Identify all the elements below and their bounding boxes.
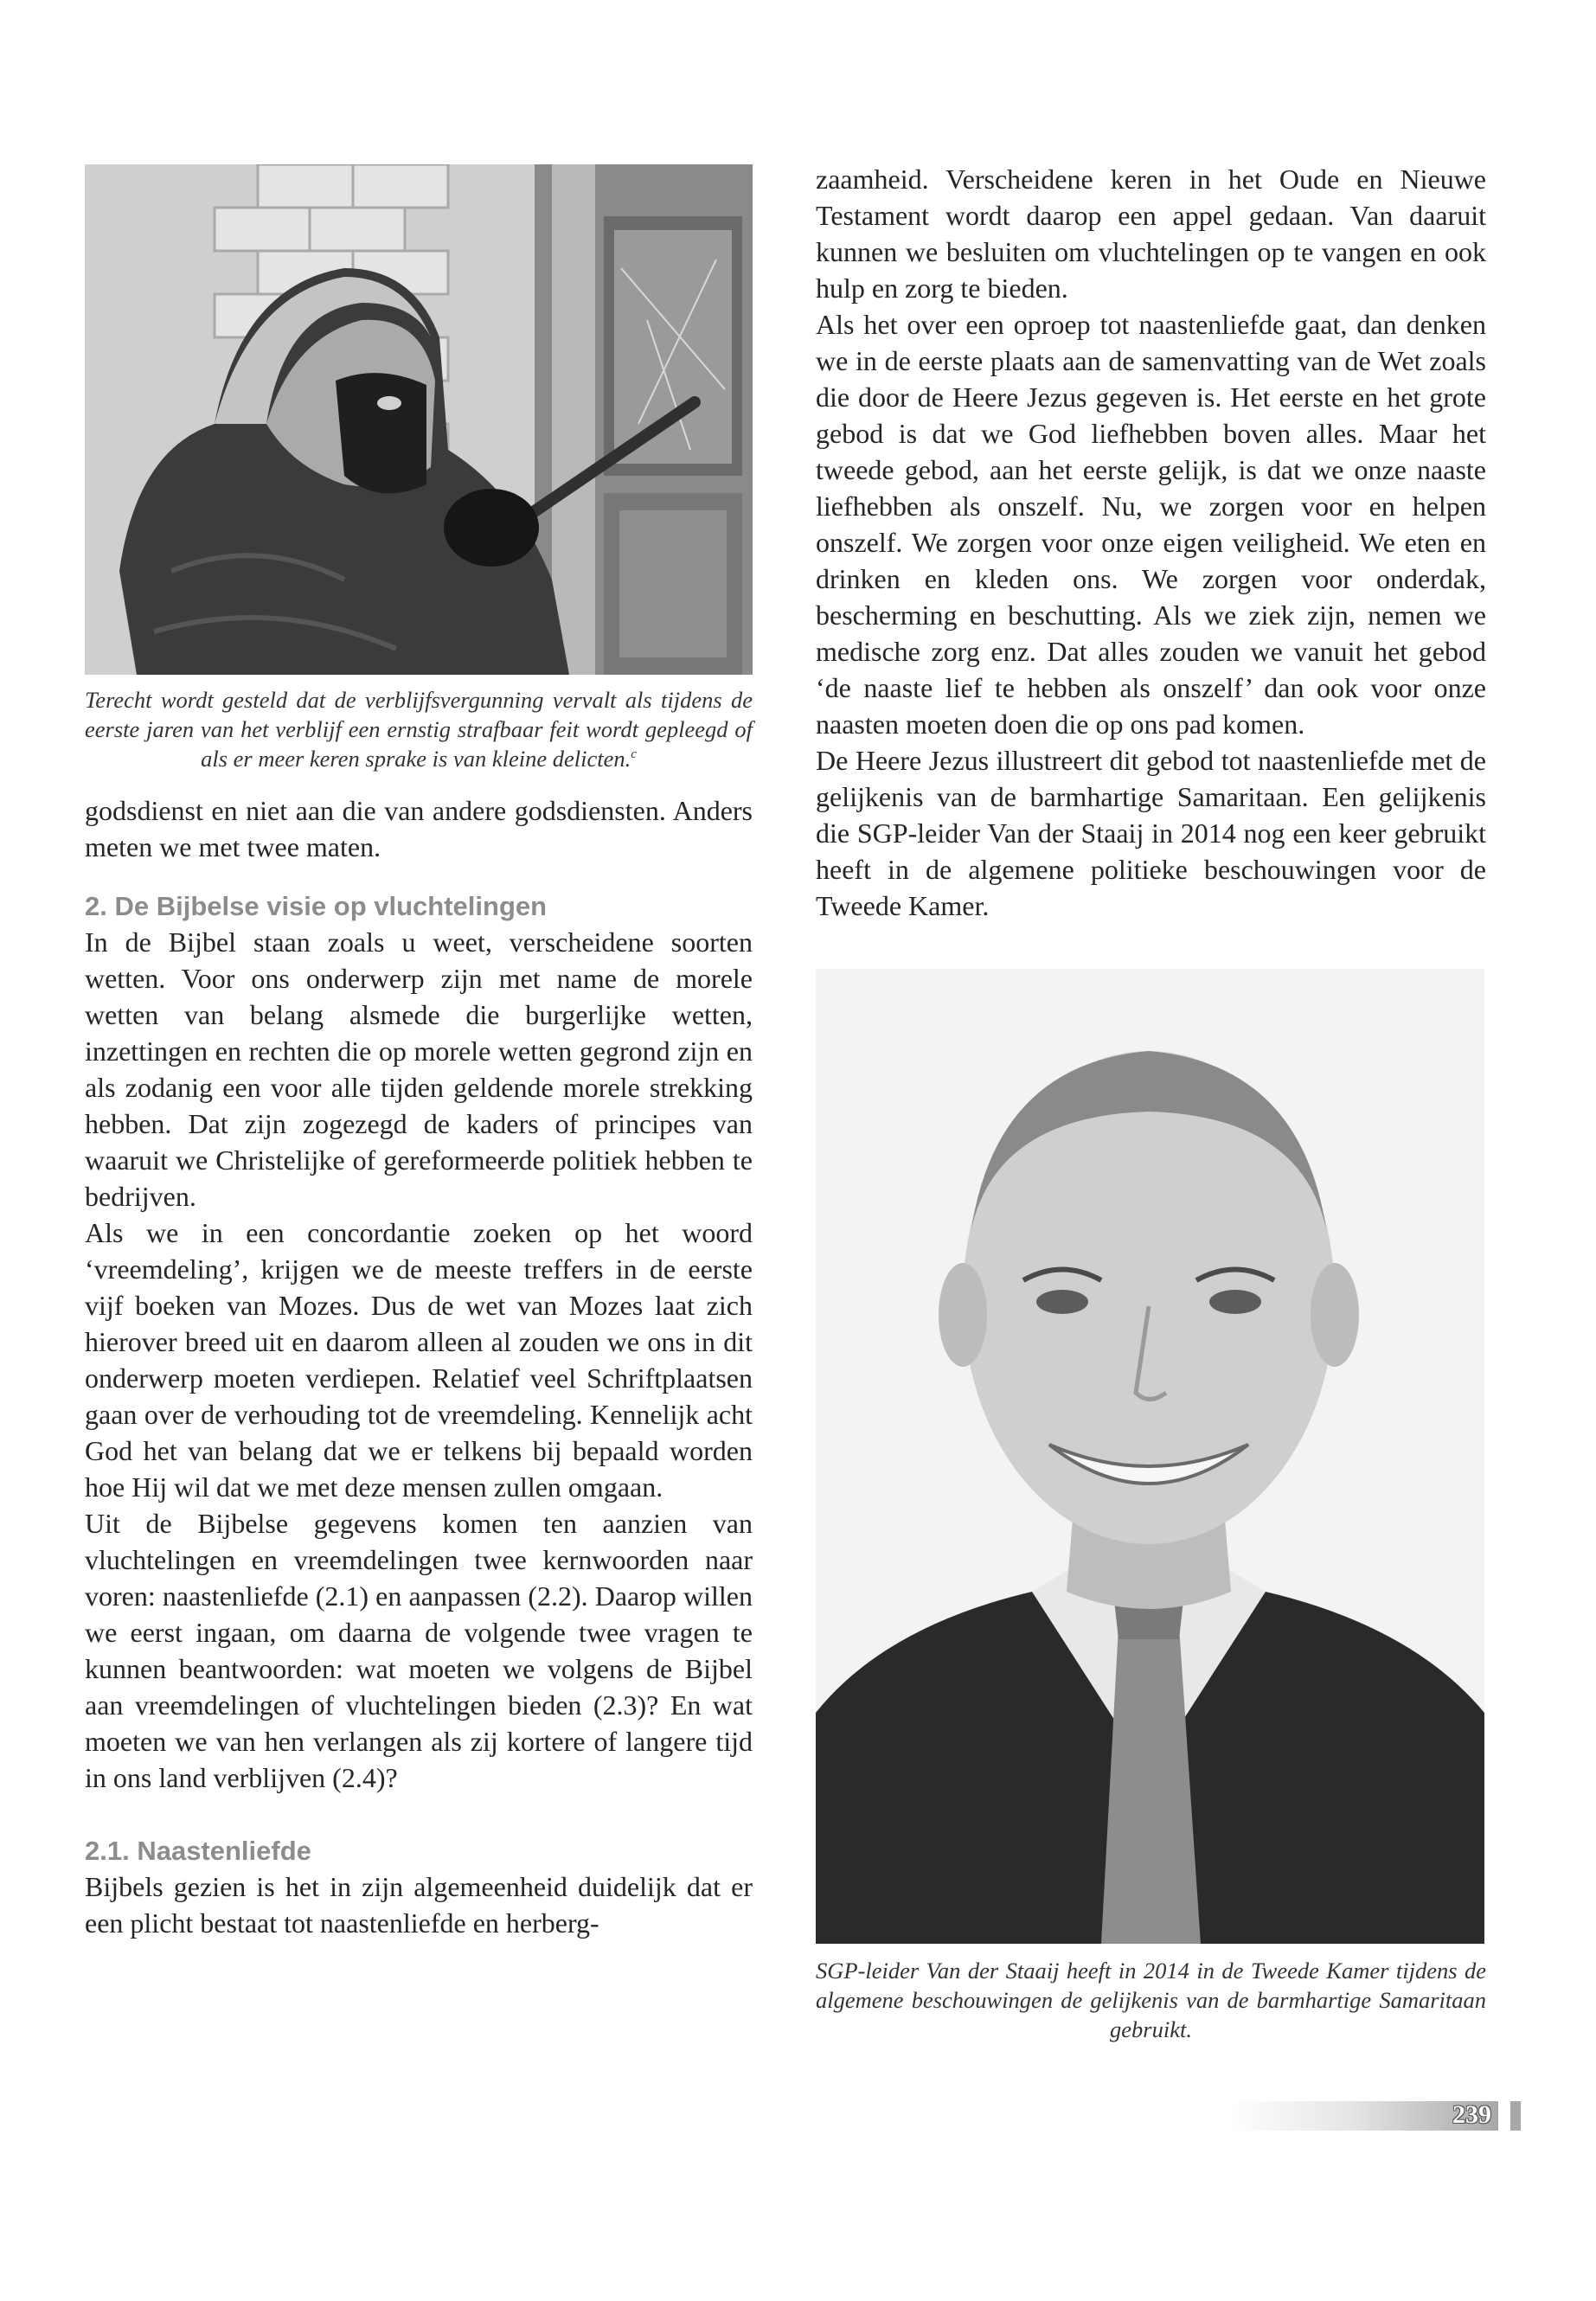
caption-footnote-ref: c [631, 747, 637, 762]
intro-paragraph [85, 792, 753, 865]
paragraph: zaamheid. Verscheidene keren in het Oude en Nieuwe Testament wordt daarop een appel gedaan. Van daaruit kunnen we besluiten om vluchtelingen op te vangen en ook hulp en zorg te bieden. [816, 163, 1486, 304]
section-heading: 2. De Bijbelse visie op vluchtelingen [85, 891, 548, 921]
page-number: 239 [1452, 2100, 1491, 2129]
portrait-photo [816, 969, 1484, 1944]
subsection-heading: 2.1. Naastenliefde [85, 1836, 311, 1866]
portrait-photo-caption: SGP-leider Van der Staaij heeft in 2014 in de Tweede Kamer tijdens de algemene beschouwingen de gelijkenis van de barmhartige Samaritaan gebruikt. [816, 1958, 1486, 2042]
paragraph: Bijbels gezien is het in zijn algemeenheid duidelijk dat er een plicht bestaat tot naastenliefde en herberg- [85, 1871, 753, 1939]
right-column-body [816, 161, 1486, 924]
masked-burglar-photo-icon [85, 164, 753, 675]
paragraph: Als het over een oproep tot naastenliefde gaat, dan denken we in de eerste plaats aan de samenvatting van de Wet zoals die door de Heere Jezus gegeven is. Het eerste en het grote gebod is dat we God liefhebben boven alles. Maar het tweede gebod, aan het eerste gelijk, is dat we onze naaste liefhebben als onszelf. Nu, we zorgen voor en helpen onszelf. We zorgen voor onze eigen veiligheid. We eten en drinken en kleden ons. We zorgen voor onderdak, bescherming en beschutting. Als we ziek zijn, nemen we medische zorg enz. Dat alles zouden we vanuit het gebod ‘de naaste lief te hebben als onszelf’ dan ook voor onze naasten moeten doen die op ons pad komen. [816, 309, 1486, 740]
right-column [816, 161, 1486, 2044]
section-2-body [85, 924, 753, 1796]
footer-tick [1510, 2101, 1521, 2131]
paragraph: godsdienst en niet aan die van andere godsdiensten. Anders meten we met twee maten. [85, 795, 753, 862]
section-2-1-body [85, 1868, 753, 1941]
burglar-photo-caption [85, 685, 753, 773]
paragraph: Uit de Bijbelse gegevens komen ten aanzien van vluchtelingen en vreemdelingen twee kernwoorden naar voren: naastenliefde (2.1) en aanpassen (2.2). Daarop willen we eerst ingaan, om daarna de volgende twee vragen te kunnen beantwoorden: wat moeten we volgens de Bijbel aan vreemdelingen of vluchtelingen bieden (2.3)? En wat moeten we van hen verlangen als zij kortere of langere tijd in ons land verblijven (2.4)? [85, 1508, 753, 1793]
portrait-photo-icon [816, 969, 1484, 1944]
caption-text: Terecht wordt gesteld dat de verblijfsvergunning vervalt als tijdens de eerste jaren van het verblijf een ernstig strafbaar feit wordt gepleegd of als er meer keren sprake is van kleine delicten. [85, 687, 753, 772]
paragraph: In de Bijbel staan zoals u weet, verscheidene soorten wetten. Voor ons onderwerp zijn met name de morele wetten van belang alsmede die burgerlijke wetten, inzettingen en rechten die op morele wetten gegrond zijn en als zodanig een voor alle tijden geldende morele strekking hebben. Dat zijn zogezegd de kaders of principes van waaruit we Christelijke of gereformeerde politiek hebben te bedrijven. [85, 926, 753, 1212]
paragraph: De Heere Jezus illustreert dit gebod tot naastenliefde met de gelijkenis van de barmhartige Samaritaan. Een gelijkenis die SGP-leider Van der Staaij in 2014 nog een keer gebruikt heeft in de algemene politieke beschouwingen voor de Tweede Kamer. [816, 745, 1486, 921]
left-column [85, 164, 753, 1941]
burglar-photo [85, 164, 753, 675]
page-footer [1228, 2098, 1522, 2131]
paragraph: Als we in een concordantie zoeken op het woord ‘vreemdeling’, krijgen we de meeste treffers in de eerste vijf boeken van Mozes. Dus de wet van Mozes laat zich hierover breed uit en daarom alleen al zouden we ons in dit onderwerp moeten verdiepen. Relatief veel Schriftplaatsen gaan over de verhouding tot de vreemdeling. Kennelijk acht God het van belang dat we er telkens bij bepaald worden hoe Hij wil dat we met deze mensen zullen omgaan. [85, 1217, 753, 1503]
